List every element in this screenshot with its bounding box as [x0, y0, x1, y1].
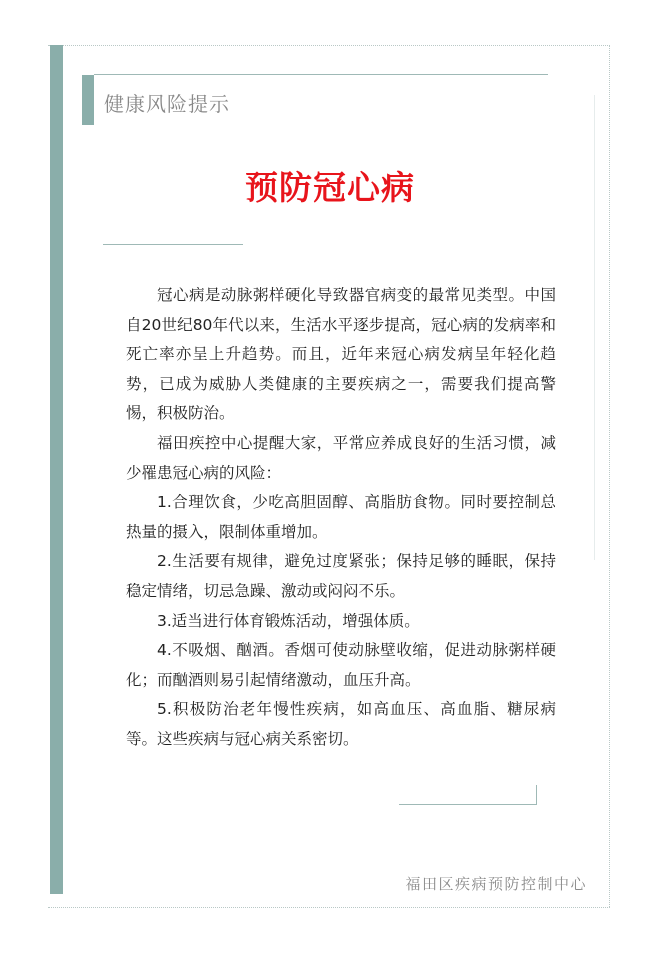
- article-title: 预防冠心病: [245, 168, 415, 207]
- frame-top-border: [48, 45, 610, 46]
- header-accent-block: [82, 75, 94, 125]
- paragraph-intro: 冠心病是动脉粥样硬化导致器官病变的最常见类型。中国自20世纪80年代以来，生活水平逐步提高，冠心病的发病率和死亡率亦呈上升趋势。而且，近年来冠心病发病呈年轻化趋势，已成为威胁人类健康的主要疾病之一，需要我们提高警惕，积极防治。: [126, 286, 556, 423]
- tip-item: 1.合理饮食，少吃高胆固醇、高脂肪食物。同时要控制总热量的摄入，限制体重增加。: [126, 493, 556, 541]
- end-corner-ornament: [399, 785, 537, 805]
- tip-item: 2.生活要有规律，避免过度紧张；保持足够的睡眠，保持稳定情绪，切忌急躁、激动或闷闷不乐。: [126, 552, 556, 600]
- header-divider: [94, 74, 548, 75]
- paragraph-reminder: 福田疾控中心提醒大家，平常应养成良好的生活习惯，减少罹患冠心病的风险：: [126, 433, 556, 482]
- tip-item: 4.不吸烟、酗酒。香烟可使动脉壁收缩，促进动脉粥样硬化；而酗酒则易引起情绪激动，血压升高。: [126, 641, 556, 689]
- tip-item: 3.适当进行体育锻炼活动，增强体质。: [157, 611, 420, 630]
- frame-bottom-border: [48, 907, 610, 908]
- footer-organization: 福田区疾病预防控制中心: [405, 875, 587, 893]
- article-body: [126, 281, 556, 755]
- title-underline: [103, 244, 243, 245]
- tip-item: 5.积极防治老年慢性疾病，如高血压、高血脂、糖尿病等。这些疾病与冠心病关系密切。: [126, 700, 556, 748]
- category-label: 健康风险提示: [104, 92, 230, 116]
